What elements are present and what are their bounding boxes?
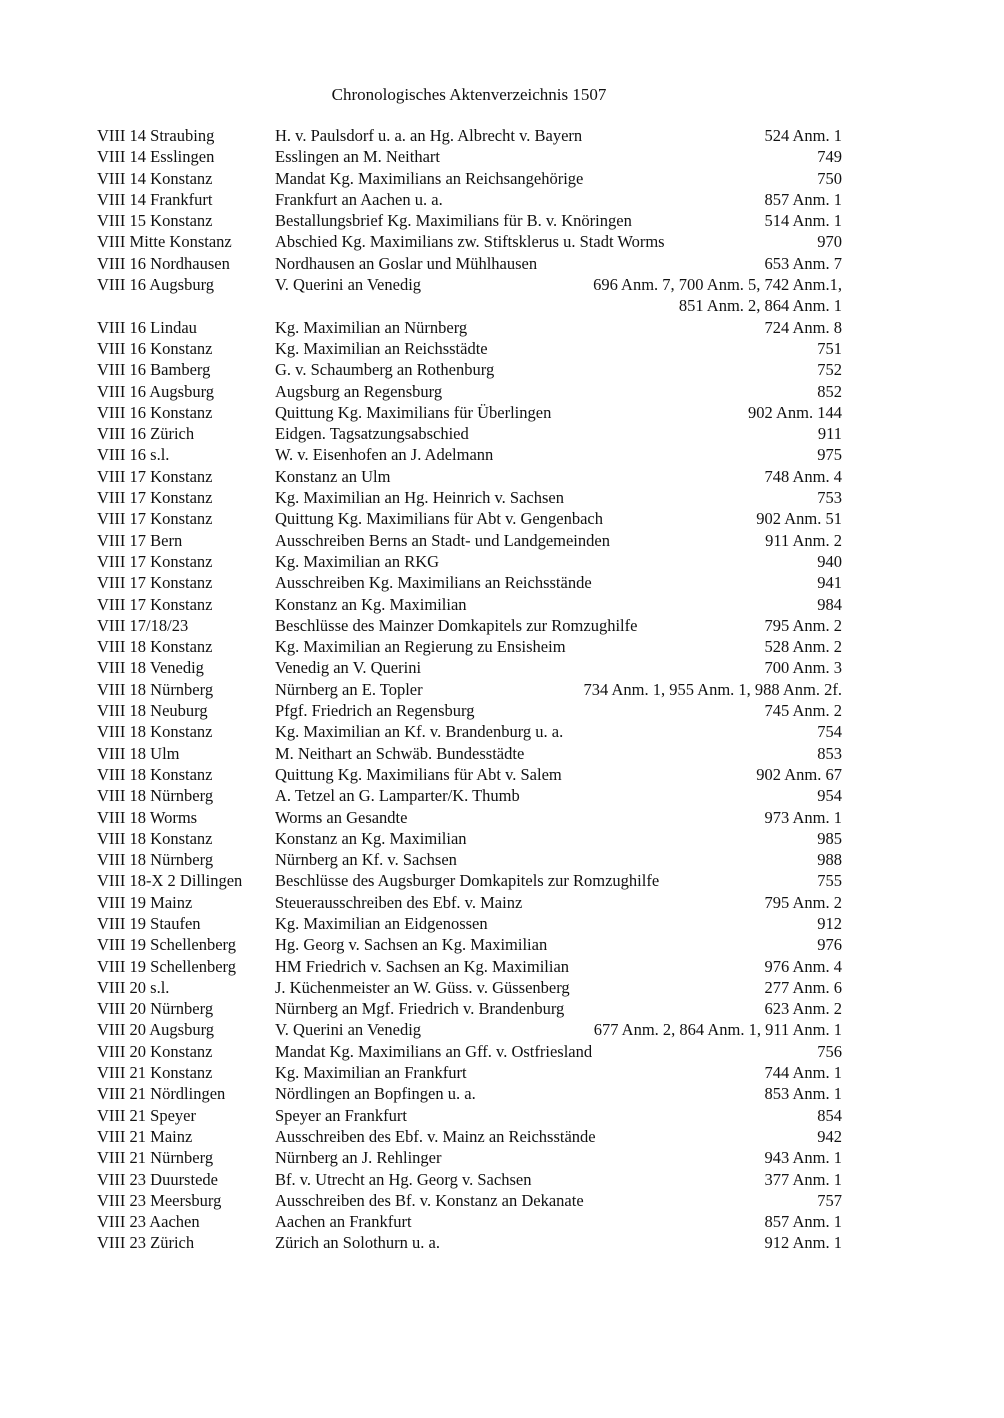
entry-reference	[809, 1126, 842, 1147]
entry-reference-text: 975	[817, 445, 842, 465]
entry-reference	[809, 444, 842, 465]
entry-row	[97, 231, 842, 252]
entry-description: Nördlingen an Bopfingen u. a.	[275, 1084, 476, 1104]
entry-reference-text: 941	[817, 573, 842, 593]
entry-description: J. Küchenmeister an W. Güss. v. Güssenberg	[275, 977, 570, 997]
entry-description: Venedig an V. Querini	[275, 658, 422, 678]
entry-reference-text: 911	[817, 424, 842, 444]
entry-reference	[740, 402, 842, 423]
entry-reference-text: 852	[817, 381, 842, 401]
entry-date-place: VIII 18 Konstanz	[97, 764, 213, 784]
entry-date-place: VIII 17 Konstanz	[97, 551, 213, 571]
entry-reference-text: 524 Anm. 1	[764, 126, 842, 145]
entry-row	[97, 934, 842, 955]
entry-reference	[809, 381, 842, 402]
entry-row	[97, 125, 842, 146]
entry-date-place: VIII 20 s.l.	[97, 977, 170, 997]
entry-date-place: VIII 18 Konstanz	[97, 637, 213, 657]
entry-row	[97, 828, 842, 849]
entry-reference-text: 748 Anm. 4	[764, 466, 842, 486]
entry-row	[97, 1019, 842, 1040]
entry-row	[97, 1147, 842, 1168]
entry-description: Kg. Maximilian an RKG	[275, 551, 440, 571]
entry-date-place: VIII 23 Meersburg	[97, 1190, 222, 1210]
entry-reference-text: 749	[817, 147, 842, 167]
entry-reference	[809, 1190, 842, 1211]
entry-reference-text: 277 Anm. 6	[764, 977, 842, 997]
entry-reference-text: 751	[817, 338, 842, 358]
entry-date-place: VIII 20 Augsburg	[97, 1020, 215, 1040]
entry-reference	[809, 913, 842, 934]
entry-reference	[757, 466, 842, 487]
entry-description: Bestallungsbrief Kg. Maximilians für B. v. Knöringen	[275, 211, 632, 231]
entry-reference	[809, 828, 842, 849]
entry-date-place: VIII 18 Konstanz	[97, 722, 213, 742]
entry-row	[97, 210, 842, 231]
entry-row	[97, 1190, 842, 1211]
entry-date-place: VIII 23 Aachen	[97, 1212, 200, 1232]
entry-reference	[757, 700, 842, 721]
entry-row	[97, 1126, 842, 1147]
entry-row	[97, 402, 842, 423]
entry-reference-continuation: 851 Anm. 2, 864 Anm. 1	[678, 296, 842, 316]
entry-date-place: VIII 16 Augsburg	[97, 275, 215, 295]
entry-reference-text: 988	[817, 850, 842, 870]
entry-row	[97, 1232, 842, 1253]
entry-reference-text: 755	[817, 871, 842, 891]
entry-reference	[809, 487, 842, 508]
entry-reference	[809, 231, 842, 252]
entry-date-place: VIII 23 Zürich	[97, 1233, 195, 1253]
entry-row	[97, 572, 842, 593]
entry-reference	[757, 998, 842, 1019]
entry-reference-text: 976 Anm. 4	[764, 956, 842, 976]
entry-date-place: VIII 21 Speyer	[97, 1105, 196, 1125]
entry-reference	[757, 657, 842, 678]
entry-row	[97, 764, 842, 785]
entry-description: Kg. Maximilian an Reichsstädte	[275, 338, 488, 358]
entry-reference-text: 756	[817, 1041, 842, 1061]
entry-row	[97, 317, 842, 338]
entry-date-place: VIII 18 Nürnberg	[97, 679, 214, 699]
entry-description: Hg. Georg v. Sachsen an Kg. Maximilian	[275, 935, 548, 955]
entry-date-place: VIII 17/18/23	[97, 615, 189, 635]
entry-date-place: VIII 16 Zürich	[97, 424, 195, 444]
entry-reference-text: 902 Anm. 67	[756, 764, 842, 784]
entry-reference-text: 970	[817, 232, 842, 252]
entry-reference-text: 854	[817, 1105, 842, 1125]
entry-date-place: VIII 21 Konstanz	[97, 1063, 213, 1083]
entry-reference-text: 795 Anm. 2	[764, 892, 842, 912]
entry-description: Beschlüsse des Augsburger Domkapitels zur Romzughilfe	[275, 871, 660, 891]
entry-reference-text: 795 Anm. 2	[764, 615, 842, 635]
entry-row	[97, 636, 842, 657]
entry-reference	[757, 956, 842, 977]
entry-reference	[809, 594, 842, 615]
entry-date-place: VIII 16 s.l.	[97, 445, 170, 465]
entry-reference	[575, 679, 842, 700]
entry-reference	[757, 1232, 842, 1253]
entry-reference	[757, 1211, 842, 1232]
entry-description: Speyer an Frankfurt	[275, 1105, 407, 1125]
entry-date-place: VIII 20 Nürnberg	[97, 999, 214, 1019]
entry-reference	[757, 125, 842, 146]
entry-row	[97, 146, 842, 167]
entry-reference	[757, 189, 842, 210]
entry-description: Ausschreiben Berns an Stadt- und Landgemeinden	[275, 530, 610, 550]
entry-description: Beschlüsse des Mainzer Domkapitels zur Romzughilfe	[275, 615, 638, 635]
entry-reference	[809, 743, 842, 764]
entry-reference-text: 902 Anm. 51	[756, 509, 842, 529]
entry-row	[97, 487, 842, 508]
entry-date-place: VIII 18 Worms	[97, 807, 198, 827]
entry-date-place: VIII 16 Augsburg	[97, 381, 215, 401]
entry-row	[97, 253, 842, 274]
entry-row	[97, 870, 842, 891]
entry-description: Abschied Kg. Maximilians zw. Stiftsklerus u. Stadt Worms	[275, 232, 665, 252]
entry-date-place: VIII 16 Konstanz	[97, 338, 213, 358]
entry-date-place: VIII 14 Esslingen	[97, 147, 215, 167]
entry-row	[97, 679, 842, 700]
entry-date-place: VIII 17 Bern	[97, 530, 183, 550]
entry-description: Zürich an Solothurn u. a.	[275, 1233, 440, 1253]
entry-reference	[757, 636, 842, 657]
entry-date-place: VIII 18 Venedig	[97, 658, 204, 678]
entry-description: M. Neithart an Schwäb. Bundesstädte	[275, 743, 525, 763]
entry-description: Ausschreiben des Ebf. v. Mainz an Reichsstände	[275, 1126, 596, 1146]
entry-reference-text: 853 Anm. 1	[764, 1084, 842, 1104]
entry-date-place: VIII 18 Nürnberg	[97, 786, 214, 806]
entry-row	[97, 892, 842, 913]
entry-date-place: VIII 18 Neuburg	[97, 701, 208, 721]
entry-description: Mandat Kg. Maximilians an Reichsangehörige	[275, 168, 584, 188]
entry-row	[97, 423, 842, 444]
entry-row	[97, 1083, 842, 1104]
entry-reference	[757, 253, 842, 274]
entry-row	[97, 594, 842, 615]
entry-description: Kg. Maximilian an Nürnberg	[275, 317, 468, 337]
entry-reference	[810, 423, 842, 444]
entry-row	[97, 1041, 842, 1062]
entry-reference	[748, 508, 842, 529]
entry-date-place: VIII 16 Nordhausen	[97, 253, 230, 273]
entry-row	[97, 444, 842, 465]
entry-description: Nürnberg an J. Rehlinger	[275, 1148, 442, 1168]
entry-row	[97, 530, 842, 551]
entry-description: A. Tetzel an G. Lamparter/K. Thumb	[275, 786, 520, 806]
entry-date-place: VIII 17 Konstanz	[97, 573, 213, 593]
entry-reference-text: 912 Anm. 1	[764, 1233, 842, 1253]
entry-reference	[809, 146, 842, 167]
entry-description: Nürnberg an E. Topler	[275, 679, 423, 699]
entry-description: Quittung Kg. Maximilians für Abt v. Gengenbach	[275, 509, 603, 529]
entry-reference-text: 744 Anm. 1	[764, 1063, 842, 1083]
entry-date-place: VIII 20 Konstanz	[97, 1041, 213, 1061]
entry-reference	[544, 274, 842, 317]
entry-date-place: VIII 14 Konstanz	[97, 168, 213, 188]
entry-row	[97, 785, 842, 806]
entry-reference-text: 753	[817, 488, 842, 508]
entry-row	[97, 956, 842, 977]
entry-description: Nürnberg an Kf. v. Sachsen	[275, 850, 457, 870]
page-header	[0, 84, 938, 106]
entry-date-place: VIII 21 Mainz	[97, 1126, 193, 1146]
entry-description: Augsburg an Regensburg	[275, 381, 443, 401]
entry-description: Konstanz an Ulm	[275, 466, 391, 486]
entry-date-place: VIII 18 Ulm	[97, 743, 180, 763]
entry-description: Ausschreiben Kg. Maximilians an Reichsstände	[275, 573, 592, 593]
entry-reference-text: 514 Anm. 1	[764, 211, 842, 231]
entry-description: G. v. Schaumberg an Rothenburg	[275, 360, 495, 380]
entry-row	[97, 977, 842, 998]
entry-reference-text: 377 Anm. 1	[764, 1169, 842, 1189]
entry-reference-text: 750	[817, 168, 842, 188]
entry-row	[97, 1211, 842, 1232]
entry-reference-text: 653 Anm. 7	[764, 253, 842, 273]
entry-reference-text: 902 Anm. 144	[748, 402, 842, 422]
entry-reference-text: 528 Anm. 2	[764, 637, 842, 657]
entry-reference	[748, 764, 842, 785]
entry-description: Aachen an Frankfurt	[275, 1212, 412, 1232]
entry-description: Kg. Maximilian an Regierung zu Ensisheim	[275, 637, 566, 657]
entry-description: HM Friedrich v. Sachsen an Kg. Maximilian	[275, 956, 570, 976]
entry-description: H. v. Paulsdorf u. a. an Hg. Albrecht v. Bayern	[275, 126, 583, 145]
page-title: Chronologisches Aktenverzeichnis 1507	[331, 85, 607, 104]
entry-description: Esslingen an M. Neithart	[275, 147, 440, 167]
entry-date-place: VIII 17 Konstanz	[97, 488, 213, 508]
entry-date-place: VIII 16 Konstanz	[97, 402, 213, 422]
entry-date-place: VIII 19 Mainz	[97, 892, 193, 912]
entry-date-place: VIII 17 Konstanz	[97, 594, 213, 614]
entry-row	[97, 359, 842, 380]
entry-row	[97, 913, 842, 934]
entry-description: Kg. Maximilian an Hg. Heinrich v. Sachsen	[275, 488, 564, 508]
entry-date-place: VIII 18-X 2 Dillingen	[97, 871, 243, 891]
entry-reference	[586, 1019, 842, 1040]
entry-reference-text: 677 Anm. 2, 864 Anm. 1, 911 Anm. 1	[593, 1020, 842, 1040]
entry-reference	[809, 870, 842, 891]
entry-description: Quittung Kg. Maximilians für Abt v. Salem	[275, 764, 562, 784]
entry-reference-text: 754	[817, 722, 842, 742]
entry-reference-text: 734 Anm. 1, 955 Anm. 1, 988 Anm. 2f.	[583, 679, 842, 699]
entry-description: Kg. Maximilian an Kf. v. Brandenburg u. a.	[275, 722, 564, 742]
entry-reference	[757, 1083, 842, 1104]
entry-reference-text: 752	[817, 360, 842, 380]
entry-date-place: VIII 23 Duurstede	[97, 1169, 218, 1189]
entry-reference	[809, 168, 842, 189]
entry-reference	[809, 1105, 842, 1126]
entry-date-place: VIII 17 Konstanz	[97, 509, 213, 529]
entry-description: Pfgf. Friedrich an Regensburg	[275, 701, 475, 721]
entry-reference-text: 853	[817, 743, 842, 763]
entry-reference-text: 623 Anm. 2	[764, 999, 842, 1019]
entry-date-place: VIII 16 Lindau	[97, 317, 197, 337]
entry-description: Konstanz an Kg. Maximilian	[275, 828, 467, 848]
entry-row	[97, 998, 842, 1019]
entry-description: Steuerausschreiben des Ebf. v. Mainz	[275, 892, 523, 912]
entry-date-place: VIII 17 Konstanz	[97, 466, 213, 486]
entry-date-place: VIII 16 Bamberg	[97, 360, 211, 380]
entry-description: W. v. Eisenhofen an J. Adelmann	[275, 445, 494, 465]
entry-reference-text: 954	[817, 786, 842, 806]
entry-description: Mandat Kg. Maximilians an Gff. v. Ostfriesland	[275, 1041, 593, 1061]
entry-date-place: VIII 21 Nördlingen	[97, 1084, 226, 1104]
entry-reference	[809, 338, 842, 359]
entry-reference-text: 940	[817, 551, 842, 571]
entry-row	[97, 381, 842, 402]
entry-date-place: VIII 19 Schellenberg	[97, 935, 236, 955]
entry-reference-text: 912	[817, 913, 842, 933]
entry-row	[97, 508, 842, 529]
entry-reference	[809, 572, 842, 593]
entry-date-place: VIII 14 Frankfurt	[97, 189, 213, 209]
entry-row	[97, 807, 842, 828]
entry-reference	[757, 317, 842, 338]
entry-row	[97, 274, 842, 317]
entry-reference-text: 943 Anm. 1	[764, 1148, 842, 1168]
entry-row	[97, 1169, 842, 1190]
entry-reference	[757, 807, 842, 828]
entry-reference-text: 973 Anm. 1	[764, 807, 842, 827]
entry-reference	[757, 1147, 842, 1168]
entry-reference	[757, 1169, 842, 1190]
entry-reference	[809, 785, 842, 806]
entry-row	[97, 1105, 842, 1126]
entry-date-place: VIII 19 Schellenberg	[97, 956, 236, 976]
entry-reference	[757, 892, 842, 913]
entry-row	[97, 551, 842, 572]
entry-date-place: VIII 18 Konstanz	[97, 828, 213, 848]
entry-description: Ausschreiben des Bf. v. Konstanz an Dekanate	[275, 1190, 584, 1210]
entry-date-place: VIII 19 Staufen	[97, 913, 201, 933]
entry-row	[97, 168, 842, 189]
entry-reference-text: 942	[817, 1126, 842, 1146]
entry-description: Konstanz an Kg. Maximilian	[275, 594, 467, 614]
entry-reference-text: 857 Anm. 1	[764, 189, 842, 209]
entry-reference	[809, 934, 842, 955]
entry-row	[97, 657, 842, 678]
entry-row	[97, 338, 842, 359]
entry-reference-text: 911 Anm. 2	[765, 530, 842, 550]
entry-reference	[757, 530, 842, 551]
entry-description: V. Querini an Venedig	[275, 275, 422, 295]
entry-reference	[757, 210, 842, 231]
entry-row	[97, 700, 842, 721]
entry-row	[97, 721, 842, 742]
entry-description: Kg. Maximilian an Eidgenossen	[275, 913, 488, 933]
entry-row	[97, 743, 842, 764]
entry-description: Kg. Maximilian an Frankfurt	[275, 1063, 467, 1083]
entry-description: Eidgen. Tagsatzungsabschied	[275, 424, 469, 444]
entry-reference	[809, 359, 842, 380]
entry-reference-text: 696 Anm. 7, 700 Anm. 5, 742 Anm.1,	[593, 275, 842, 295]
entry-date-place: VIII Mitte Konstanz	[97, 232, 232, 252]
entry-description: Nordhausen an Goslar und Mühlhausen	[275, 253, 538, 273]
entry-reference	[809, 551, 842, 572]
entry-description: V. Querini an Venedig	[275, 1020, 422, 1040]
entry-list	[97, 125, 842, 1254]
entry-reference-text: 745 Anm. 2	[764, 701, 842, 721]
entry-description: Bf. v. Utrecht an Hg. Georg v. Sachsen	[275, 1169, 532, 1189]
entry-date-place: VIII 14 Straubing	[97, 126, 215, 145]
entry-description: Worms an Gesandte	[275, 807, 408, 827]
entry-date-place: VIII 18 Nürnberg	[97, 850, 214, 870]
entry-description: Frankfurt an Aachen u. a.	[275, 189, 443, 209]
entry-row	[97, 849, 842, 870]
entry-row	[97, 1062, 842, 1083]
entry-reference	[809, 721, 842, 742]
entry-reference	[757, 615, 842, 636]
entry-reference	[757, 977, 842, 998]
entry-row	[97, 615, 842, 636]
entry-reference-text: 985	[817, 828, 842, 848]
entry-date-place: VIII 21 Nürnberg	[97, 1148, 214, 1168]
entry-description: Quittung Kg. Maximilians für Überlingen	[275, 402, 552, 422]
entry-reference-text: 976	[817, 935, 842, 955]
entry-row	[97, 189, 842, 210]
entry-reference-text: 857 Anm. 1	[764, 1212, 842, 1232]
entry-row	[97, 466, 842, 487]
entry-date-place: VIII 15 Konstanz	[97, 211, 213, 231]
entry-description: Nürnberg an Mgf. Friedrich v. Brandenburg	[275, 999, 565, 1019]
entry-reference	[809, 849, 842, 870]
entry-reference-text: 724 Anm. 8	[764, 317, 842, 337]
entry-reference-text: 757	[817, 1190, 842, 1210]
entry-reference	[757, 1062, 842, 1083]
entry-reference-text: 984	[817, 594, 842, 614]
entry-reference-text: 700 Anm. 3	[764, 658, 842, 678]
entry-reference	[809, 1041, 842, 1062]
